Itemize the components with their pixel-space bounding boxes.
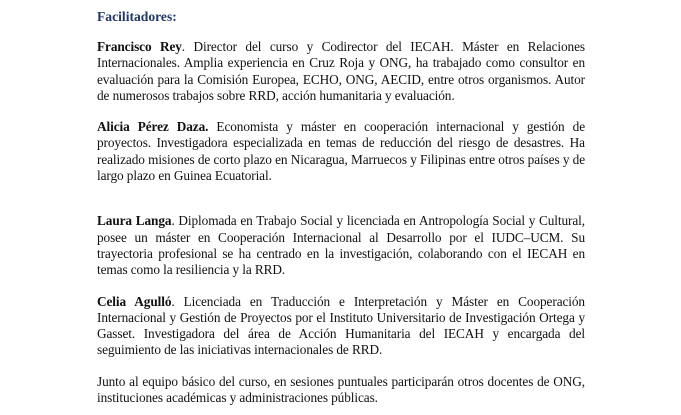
section-heading: Facilitadores: [97, 9, 177, 24]
facilitator-name: Alicia Pérez Daza. [97, 119, 209, 135]
facilitator-name: Laura Langa [97, 213, 172, 229]
facilitator-paragraph [97, 294, 585, 359]
facilitator-description: . Diplomada en Trabajo Social y licenciada en Antropología Social y Cultural, posee un máster en Cooperación Internacional al Desarrollo por el IUDC–UCM. Su trayectoria profesional se ha centrado en la investigación, colaborando con el IECAH en temas como la resiliencia y la RRD. [97, 213, 585, 278]
facilitator-name: Celia Agulló [97, 293, 172, 309]
facilitator-paragraph [97, 213, 585, 278]
document-page [97, 8, 585, 406]
facilitator-description: . Licenciada en Traducción e Interpretación y Máster en Cooperación Internacional y Gestión de Proyectos por el Instituto Universitario de Investigación Ortega y Gasset. Investigadora del área de Acción Humanitaria del IECAH y encargada del seguimiento de las iniciativas internacionales de RRD. [97, 293, 585, 358]
facilitator-description: Economista y máster en cooperación internacional y gestión de proyectos. Investigadora especializada en temas de reducción del riesgo de desastres. Ha realizado misiones de corto plazo en Nicaragua, Marruecos y Filipinas entre otros países y de largo plazo en Guinea Ecuatorial. [97, 119, 586, 184]
facilitator-paragraph [97, 39, 585, 104]
facilitator-name: Francisco Rey [97, 39, 182, 54]
facilitator-paragraph [97, 119, 585, 184]
facilitator-description: . Director del curso y Codirector del IECAH. Máster en Relaciones Internacionales. Amplia experiencia en Cruz Roja y ONG, ha trabajado como consultor en evaluación para la Comisión Europea, ECHO, ONG, AECID, entre otros organismos. Autor de numerosos trabajos sobre RRD, acción humanitaria y evaluación. [97, 39, 585, 103]
closing-paragraph: Junto al equipo básico del curso, en sesiones puntuales participarán otros docentes de ONG, instituciones académicas y administraciones públicas. [97, 373, 585, 406]
